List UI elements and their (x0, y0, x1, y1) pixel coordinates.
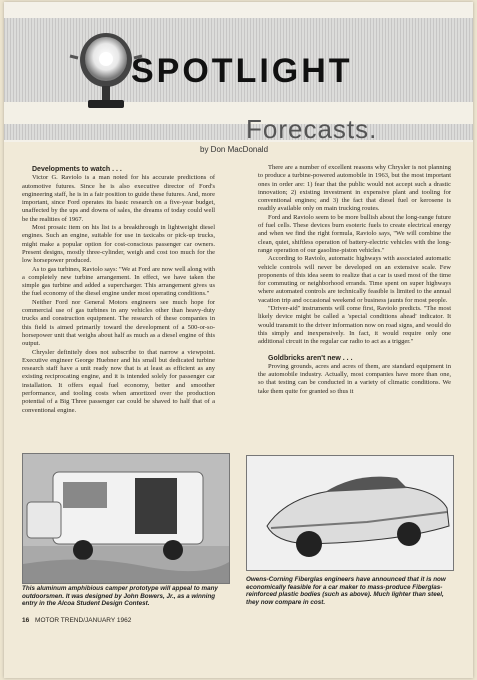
paragraph: Most prosaic item on his list is a breakthrough in lightweight diesel engines. Such an engine, suitable for use in taxicabs or pick-up trucks, might make a popular option for cost-conscious passenger car owners. Present designs, mostly three-cylinder, weigh and cost too much for the low horsepower produced. (22, 224, 215, 265)
camper-photo-caption: This aluminum amphibious camper prototype will appeal to many outdoorsmen. It was designed by John Bowers, Jr., as a winning entry in the Alcoa Student Design Contest. (22, 585, 218, 607)
paragraph: Neither Ford nor General Motors engineers see much hope for commercial use of gas turbines in any vehicles other than heavy-duty trucks and construction equipment. The research of these companies in this field is aimed primarily toward the development of a 500-or-so-horsepower unit that weighs about half as much as a diesel engine of this output. (22, 298, 215, 348)
page-number: 16 (22, 617, 30, 624)
camper-photo (22, 453, 230, 584)
left-column (22, 166, 215, 415)
paragraph: According to Raviolo, automatic highways with associated automatic vehicle controls will never be developed on an extensive scale. Few proponents of this idea seem to realize that a car is used most of the time for commuting or neighborhood errands. Time spent on super highways where automated controls are technically feasible is limited to the annual vacation trip and occasional weekend or business jaunts for most people. (258, 255, 451, 304)
byline: by Don MacDonald (200, 145, 269, 154)
fiberglas-car-caption: Owens-Corning Fiberglas engineers have announced that it is now economically feasible for a car maker to mass-produce Fiberglas-reinforced plastic bodies (such as above). Much lighter than steel, they now compare in cost. (246, 576, 446, 606)
paragraph: Chrysler definitely does not subscribe to that narrow a viewpoint. Executive engineer George Huebner and his small but dedicated turbine research staff have a unit ready now that is at least as efficient as any existing reciprocating engine, and it is intended solely for passenger car installation. It offers equal fuel economy, better and smoother performance, and tooling costs when amortized over the production potential of a Big Three passenger car could be shaved to half that of a conventional engine. (22, 348, 215, 414)
publication-line: MOTOR TREND/JANUARY 1962 (35, 617, 132, 624)
page-title: SPOTLIGHT (131, 52, 353, 90)
paragraph: Ford and Raviolo seem to be more bullish about the long-range future of fuel cells. These devices burn esoteric fuels to create electrical energy and when we find the right formula, Raviolo says, "We will combine the clean, quiet, shiftless operation of battery-electric vehicles with the long-range operation of our gasoline-piston vehicles." (258, 213, 451, 254)
fiberglas-car-photo (246, 455, 454, 571)
section-heading-goldbricks: Goldbricks aren't new . . . (268, 354, 353, 362)
page-subtitle: Forecasts. (246, 114, 378, 144)
paragraph: There are a number of excellent reasons why Chrysler is not planning to produce a turbine-powered automobile in 1963, but the most important ones in order are: 1) fear that the public would not accept such a drastic innovation; 2) existing investment in expensive plant and tooling for conventional engines; and 3) the fact that diesel fuel or kerosene is readily available only on main trucking routes. (258, 164, 451, 213)
section-heading-developments: Developments to watch . . . (32, 166, 122, 173)
paragraph: As to gas turbines, Raviolo says: "We at Ford are now well along with a completely new turbine arrangement. In effect, we have taken the simple gas turbine and added a supercharger. This arrangement gives us the fuel economy of the diesel engine under most operating conditions." (22, 265, 215, 298)
paragraph: Proving grounds, acres and acres of them, are standard equipment in the automobile industry. Actually, most companies have more than one, so that testing can be conducted in a variety of climatic conditions. We take them quite for granted so thus it (258, 362, 451, 395)
car-image (247, 456, 453, 570)
right-column (258, 164, 451, 396)
paragraph: Victor G. Raviolo is a man noted for his accurate predictions of automotive futures. Since he is also executive director of Ford's engineering staff, he is in a fair position to guide these futures. And, more important, since Ford operates its basic research on a five-year budget, unaffected by the ups and downs of sales, the dreams of today could well be the realities of 1967. (22, 174, 215, 223)
page-footer (22, 617, 131, 624)
paragraph: "Driver-aid" instruments will come first, Raviolo predicts. "The most likely device might be called a 'special conditions ahead' indicator. It would transmit to the driver information now on road signs, and would do this simply and inexpensively. In fact, it would require only one additional circuit in the regular car radio to act as a trigger." (258, 305, 451, 346)
camper-image (23, 454, 229, 583)
